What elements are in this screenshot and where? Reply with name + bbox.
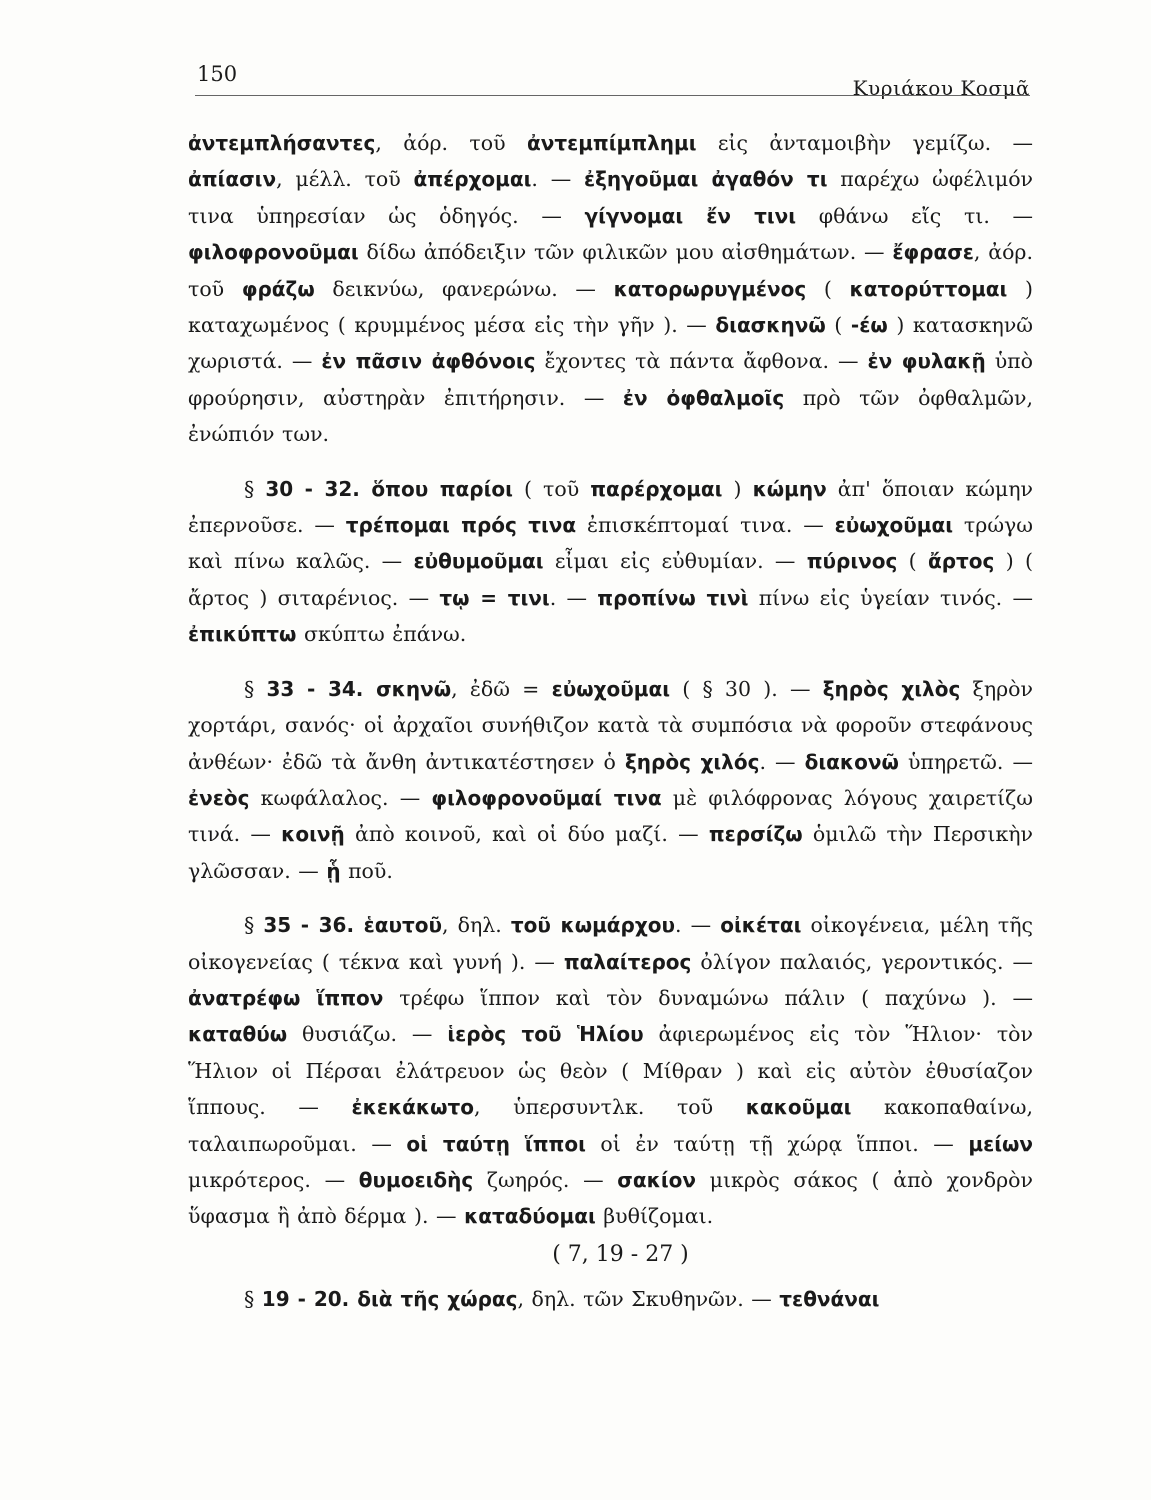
lemma-term: κώμην bbox=[752, 476, 827, 501]
lemma-term: οἱ ταύτῃ ἵπποι bbox=[406, 1131, 586, 1156]
lemma-term: γίγνομαι ἔν τινι bbox=[584, 203, 797, 228]
gloss-text: τρέφω ἵππον καὶ τὸν δυναμώνω πάλιν ( παχύνω ). — bbox=[383, 985, 1033, 1010]
lemma-term: ἄρτος bbox=[927, 549, 995, 574]
lemma-term: 35 - 36. ἑαυτοῦ bbox=[263, 913, 443, 938]
section-title: ( 7, 19 - 27 ) bbox=[552, 1241, 689, 1267]
gloss-text: εἶμαι εἰς εὐθυμίαν. — bbox=[543, 549, 807, 574]
gloss-text: θυσιάζω. — bbox=[287, 1022, 448, 1047]
page-header bbox=[195, 60, 1030, 100]
gloss-text: πρὸ τῶν ὀφθαλμῶν, ἐνώπιόν των. bbox=[188, 385, 1033, 447]
lemma-term: μείων bbox=[968, 1131, 1034, 1156]
gloss-text: μὲ φιλόφρονας λόγους χαιρετίζω τινά. — bbox=[188, 785, 1033, 847]
gloss-text: ( § 30 ). — bbox=[669, 676, 823, 701]
lemma-term: ξηρὸς χιλὸς bbox=[822, 676, 961, 701]
lemma-term: 30 - 32. ὅπου παρίοι bbox=[265, 476, 513, 501]
paragraph bbox=[188, 471, 1033, 653]
gloss-text: εἰς ἀνταμοιβὴν γεμίζω. — bbox=[696, 131, 1034, 155]
lemma-term: εὐωχοῦμαι bbox=[834, 513, 954, 538]
gloss-text: ( τοῦ bbox=[512, 476, 591, 501]
gloss-text: ) καταχωμένος ( κρυμμένος μέσα εἰς τὴν γῆν ). — bbox=[188, 276, 1033, 338]
lemma-term: ἱερὸς τοῦ Ἡλίου bbox=[447, 1022, 644, 1047]
lemma-term: καταθύω bbox=[188, 1022, 288, 1047]
gloss-text: δεικνύω, φανερώνω. — bbox=[314, 276, 614, 301]
gloss-text: βυθίζομαι. bbox=[595, 1204, 714, 1229]
lemma-term: διακονῶ bbox=[804, 749, 899, 774]
paragraph bbox=[188, 907, 1033, 1235]
lemma-term: κοινῇ bbox=[281, 822, 345, 847]
gloss-text: μικρότερος. — bbox=[188, 1167, 359, 1192]
gloss-text: . — bbox=[531, 167, 584, 192]
gloss-text: . — bbox=[675, 913, 721, 938]
lemma-term: ἀπέρχομαι bbox=[413, 167, 532, 192]
lemma-term: σακίον bbox=[617, 1167, 696, 1192]
gloss-text: . — bbox=[759, 749, 805, 774]
lemma-term: κακοῦμαι bbox=[745, 1095, 852, 1120]
lemma-term: 19 - 20. διὰ τῆς χώρας bbox=[261, 1286, 518, 1311]
lemma-term: εὐωχοῦμαι bbox=[551, 676, 670, 701]
lemma-term: 33 - 34. σκηνῶ bbox=[266, 676, 452, 701]
lemma-term: ἐν ὀφθαλμοῖς bbox=[622, 385, 785, 410]
page-number: 150 bbox=[197, 62, 238, 86]
gloss-text: § bbox=[244, 1286, 262, 1311]
lemma-term: ἀπίασιν bbox=[188, 167, 277, 192]
paragraph bbox=[188, 1281, 1033, 1317]
lemma-term: παλαίτερος bbox=[563, 949, 692, 974]
lemma-term: ἀντεμπλήσαντες bbox=[188, 131, 376, 155]
gloss-text: ( bbox=[825, 313, 851, 338]
lemma-term: ἐξηγοῦμαι ἀγαθόν τι bbox=[583, 167, 828, 192]
lemma-term: προπίνω τινὶ bbox=[597, 585, 749, 610]
gloss-text: κακοπαθαίνω, ταλαιπωροῦμαι. — bbox=[188, 1095, 1034, 1156]
gloss-text: , ἀόρ. τοῦ bbox=[188, 240, 1033, 301]
gloss-text: κωφάλαλος. — bbox=[249, 785, 432, 810]
lemma-term: φιλοφρονοῦμαι bbox=[188, 240, 359, 265]
lemma-term: πύρινος bbox=[806, 549, 898, 574]
gloss-text: τρώγω καὶ πίνω καλῶς. — bbox=[188, 513, 1033, 574]
gloss-text: ) ( ἄρτος ) σιταρένιος. — bbox=[188, 549, 1034, 610]
lemma-term: ξηρὸς χιλός bbox=[624, 749, 760, 774]
gloss-text: § bbox=[244, 676, 267, 701]
lemma-term: ἐν πᾶσιν ἀφθόνοις bbox=[321, 349, 536, 374]
gloss-text: ἔχοντες τὰ πάντα ἄφθονα. — bbox=[535, 349, 868, 374]
gloss-text: § bbox=[244, 913, 264, 938]
lemma-term: ᾗ bbox=[326, 858, 341, 883]
header-rule bbox=[195, 95, 1030, 96]
gloss-text: δίδω ἀπόδειξιν τῶν φιλικῶν μου αἰσθημάτων. — bbox=[358, 240, 893, 265]
gloss-text: , δηλ. τῶν Σκυθηνῶν. — bbox=[517, 1286, 780, 1311]
lemma-term: καταδύομαι bbox=[464, 1204, 596, 1229]
lemma-term: περσίζω bbox=[708, 822, 803, 847]
lemma-term: τρέπομαι πρός τινα bbox=[345, 513, 577, 538]
gloss-text: ὁμιλῶ τὴν Περσικὴν γλῶσσαν. — bbox=[188, 822, 1034, 883]
gloss-text: ξηρὸν χορτάρι, σανός· οἱ ἀρχαῖοι συνήθιζον κατὰ τὰ συμπόσια νὰ φοροῦν στεφάνους ἀνθέων· ἐδῶ τὰ ἄνθη ἀντικατέστησεν ὁ bbox=[188, 676, 1033, 774]
gloss-text: ὑπηρετῶ. — bbox=[898, 749, 1033, 774]
lemma-term: διασκηνῶ bbox=[715, 313, 826, 338]
lemma-term: -έω bbox=[850, 313, 888, 338]
lemma-term: θυμοειδὴς bbox=[358, 1167, 474, 1192]
lemma-term: φιλοφρονοῦμαί τινα bbox=[431, 785, 662, 810]
running-head: Κυριάκου Κοσμᾶ bbox=[852, 76, 1030, 100]
gloss-text: ) bbox=[722, 476, 753, 501]
paragraph bbox=[188, 125, 1033, 453]
lemma-term: τοῦ κωμάρχου bbox=[510, 913, 675, 938]
lemma-term: ἐν φυλακῇ bbox=[867, 349, 986, 374]
gloss-text: οἱ ἐν ταύτῃ τῇ χώρᾳ ἵπποι. — bbox=[585, 1131, 969, 1156]
gloss-text: ἀπὸ κοινοῦ, καὶ οἱ δύο μαζί. — bbox=[344, 822, 709, 847]
gloss-text: μικρὸς σάκος ( ἀπὸ χονδρὸν ὕφασμα ἢ ἀπὸ δέρμα ). — bbox=[188, 1167, 1033, 1229]
lemma-term: ἐκεκάκωτο bbox=[351, 1095, 475, 1120]
gloss-text: ὑπὸ φρούρησιν, αὐστηρὰν ἐπιτήρησιν. — bbox=[188, 349, 1033, 410]
gloss-text: , δηλ. bbox=[442, 913, 511, 938]
lemma-term: ἐπικύπτω bbox=[188, 622, 297, 647]
lemma-term: παρέρχομαι bbox=[590, 476, 723, 501]
gloss-text: , ἀόρ. τοῦ bbox=[375, 131, 527, 155]
gloss-text: , ὑπερσυντλκ. τοῦ bbox=[474, 1095, 746, 1120]
lemma-term: ἀντεμπίμπλημι bbox=[526, 131, 697, 155]
paragraph bbox=[188, 671, 1033, 889]
gloss-text: ἀφιερωμένος εἰς τὸν Ἥλιον· τὸν Ἥλιον οἱ Πέρσαι ἐλάτρευον ὡς θεὸν ( Μίθραν ) καὶ εἰς αὐτὸν ἐθυσίαζον ἵππους. — bbox=[188, 1022, 1033, 1120]
gloss-text: ἐπισκέπτομαί τινα. — bbox=[576, 513, 835, 538]
lemma-term: ἀνατρέφω ἵππον bbox=[188, 985, 384, 1010]
gloss-text: ὀλίγον παλαιός, γεροντικός. — bbox=[691, 949, 1033, 974]
lemma-term: ἔφρασε bbox=[892, 240, 974, 265]
gloss-text: παρέχω ὠφέλιμόν τινα ὑπηρεσίαν ὡς ὁδηγός. — bbox=[188, 167, 1033, 228]
lemma-term: κατορύττομαι bbox=[849, 276, 1008, 301]
gloss-text: ἀπ' ὅποιαν κώμην ἐπερνοῦσε. — bbox=[188, 476, 1033, 538]
gloss-text: ( bbox=[806, 276, 850, 301]
lemma-term: κατορωρυγμένος bbox=[613, 276, 807, 301]
gloss-text: ζωηρός. — bbox=[473, 1167, 618, 1192]
page-body bbox=[188, 125, 1033, 1317]
lemma-term: εὐθυμοῦμαι bbox=[413, 549, 544, 574]
lemma-term: φράζω bbox=[241, 276, 315, 301]
gloss-text: § bbox=[244, 476, 266, 501]
gloss-text: ) κατασκηνῶ χωριστά. — bbox=[188, 313, 1034, 374]
gloss-text: . — bbox=[549, 585, 598, 610]
gloss-text: , μέλλ. τοῦ bbox=[276, 167, 414, 192]
lemma-term: ἐνεὸς bbox=[188, 785, 250, 810]
gloss-text: οἰκογένεια, μέλη τῆς οἰκογενείας ( τέκνα καὶ γυνή ). — bbox=[188, 913, 1033, 974]
gloss-text: φθάνω εἴς τι. — bbox=[796, 203, 1033, 228]
gloss-text: ( bbox=[897, 549, 928, 574]
lemma-term: τῳ = τινι bbox=[439, 585, 550, 610]
gloss-text: , ἐδῶ = bbox=[451, 676, 552, 701]
gloss-text: ποῦ. bbox=[340, 858, 393, 883]
lemma-term: τεθνάναι bbox=[779, 1286, 880, 1311]
lemma-term: οἰκέται bbox=[720, 913, 802, 938]
gloss-text: πίνω εἰς ὑγείαν τινός. — bbox=[748, 585, 1033, 610]
gloss-text: σκύπτω ἐπάνω. bbox=[296, 622, 467, 647]
